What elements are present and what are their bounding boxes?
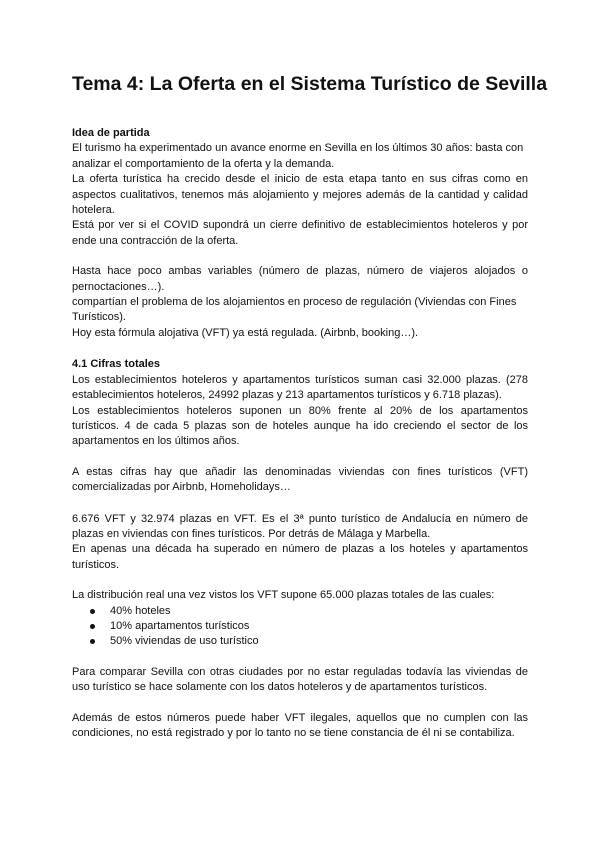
distribution-list bbox=[72, 604, 528, 650]
section-paragraph-8: Además de estos números puede haber VFT ilegales, aquellos que no cumplen con las condiciones, no está registrado y por lo tanto no se tiene constancia de él ni se contabiliza. bbox=[72, 711, 528, 739]
bullet-icon bbox=[90, 609, 95, 614]
section-paragraph-4: 6.676 VFT y 32.974 plazas en VFT. Es el 3ª punto turístico de Andalucía en número de plazas en viviendas con fines turísticos. Por detrás de Málaga y Marbella. bbox=[72, 512, 528, 540]
intro-paragraph-6: Hoy esta fórmula alojativa (VFT) ya está regulada. (Airbnb, booking…). bbox=[72, 326, 419, 339]
section-paragraph-2: Los establecimientos hoteleros suponen un 80% frente al 20% de los apartamentos turísticos. 4 de cada 5 plazas son de hoteles aunque ha ido creciendo el sector de los apartamentos en los últimos años. bbox=[72, 404, 528, 448]
intro-paragraph-3: Está por ver si el COVID supondrá un cierre definitivo de establecimientos hoteleros y por ende una contracción de la oferta. bbox=[72, 219, 528, 247]
list-item-label: 40% hoteles bbox=[110, 604, 171, 617]
intro-paragraph-1: El turismo ha experimentado un avance enorme en Sevilla en los últimos 30 años: basta con analizar el comportamiento de la oferta y la demanda. bbox=[72, 142, 524, 170]
section-paragraph-5: En apenas una década ha superado en número de plazas a los hoteles y apartamentos turísticos. bbox=[72, 543, 528, 571]
section-paragraph-3: A estas cifras hay que añadir las denominadas viviendas con fines turísticos (VFT) comercializadas por Airbnb, Homeholidays… bbox=[72, 465, 528, 494]
list-item bbox=[90, 619, 528, 634]
list-item bbox=[90, 634, 528, 649]
bullet-icon bbox=[90, 624, 95, 629]
intro-paragraph-2: La oferta turística ha crecido desde el inicio de esta etapa tanto en sus cifras como en aspectos cualitativos, tenemos más alojamiento y mejores además de la cantidad y calidad hotelera. bbox=[72, 173, 528, 217]
page-title: Tema 4: La Oferta en el Sistema Turístico de Sevilla bbox=[72, 73, 548, 95]
list-item-label: 10% apartamentos turísticos bbox=[110, 619, 250, 632]
intro-paragraph-5: compartían el problema de los alojamientos en proceso de regulación (Viviendas con Fines Turísticos). bbox=[72, 296, 517, 324]
section-paragraph-7: Para comparar Sevilla con otras ciudades por no estar reguladas todavía las viviendas de uso turístico se hace solamente con los datos hoteleros y de apartamentos turísticos. bbox=[72, 665, 528, 694]
list-item-label: 50% viviendas de uso turístico bbox=[110, 635, 259, 648]
list-item bbox=[90, 604, 528, 619]
spacer bbox=[72, 249, 528, 264]
spacer bbox=[72, 341, 528, 357]
spacer bbox=[72, 450, 528, 465]
intro-section bbox=[72, 126, 528, 341]
spacer bbox=[72, 496, 528, 512]
section-heading: 4.1 Cifras totales bbox=[72, 358, 161, 371]
section-paragraph-1: Los establecimientos hoteleros y apartamentos turísticos suman casi 32.000 plazas. (278 establecimientos hoteleros, 24992 plazas y 213 apartamentos turísticos y 6.718 plazas). bbox=[72, 373, 528, 402]
section-4-1 bbox=[72, 357, 528, 741]
spacer bbox=[72, 650, 528, 665]
intro-heading: Idea de partida bbox=[72, 127, 150, 139]
intro-paragraph-4: Hasta hace poco ambas variables (número de plazas, número de viajeros alojados o pernoctaciones…). bbox=[72, 265, 528, 293]
spacer bbox=[72, 696, 528, 711]
bullet-icon bbox=[90, 639, 95, 644]
section-paragraph-6: La distribución real una vez vistos los VFT supone 65.000 plazas totales de las cuales: bbox=[72, 589, 495, 602]
spacer bbox=[72, 573, 528, 588]
